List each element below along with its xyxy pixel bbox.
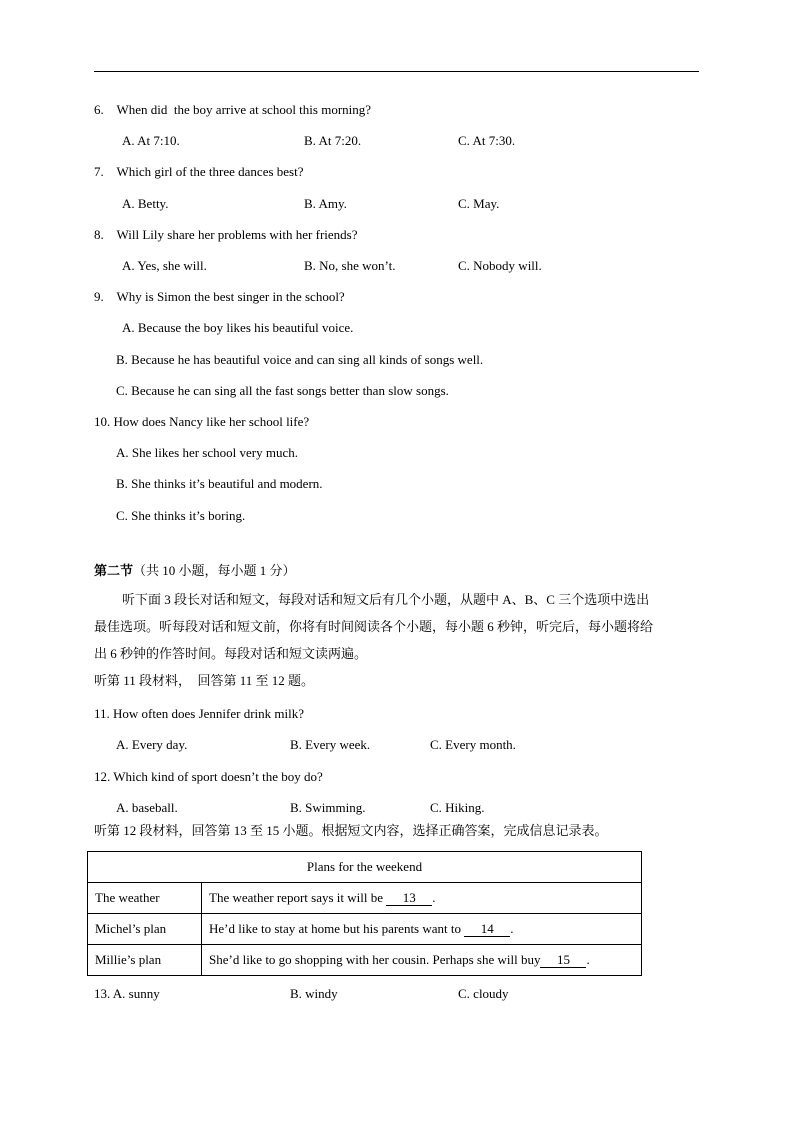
row-end: . [586,952,590,967]
question-11-stem: 11. How often does Jennifer drink milk? [94,706,304,721]
instructions-line-1: 听下面 3 段长对话和短文，每段对话和短文后有几个小题，从题中 A、B、C 三个选项中选出 [122,592,650,607]
material-12-note: 听第 12 段材料，回答第 13 至 15 小题。根据短文内容，选择正确答案，完成信息记录表。 [94,823,608,838]
q10-option-c[interactable]: C. She thinks it’s boring. [116,508,246,523]
blank-14[interactable]: 14 [464,922,510,937]
question-8-stem: 8. Will Lily share her problems with her friends? [94,227,358,242]
table-row [88,914,642,945]
q8-option-c[interactable]: C. Nobody will. [458,258,542,273]
instructions-line-2: 最佳选项。听每段对话和短文前，你将有时间阅读各个小题，每小题 6 秒钟，听完后，每小题将给 [94,619,654,634]
section-2-heading-bold: 第二节 [94,563,134,578]
question-7-stem: 7. Which girl of the three dances best? [94,164,304,179]
q12-option-a[interactable]: A. baseball. [116,800,178,815]
row-text: He’d like to stay at home but his parents want to [209,921,465,936]
row-label: Michel’s plan [88,914,202,945]
table-row [88,945,642,976]
table-row [88,852,642,883]
row-text: She’d like to go shopping with her cousin. Perhaps she will buy [209,952,541,967]
question-10-stem: 10. How does Nancy like her school life? [94,414,310,429]
header-rule [94,71,699,72]
plans-table [87,851,642,976]
q9-option-c[interactable]: C. Because he can sing all the fast songs better than slow songs. [116,383,449,398]
q13-option-b[interactable]: B. windy [290,986,338,1001]
row-end: . [510,921,514,936]
row-label: The weather [88,883,202,914]
q12-option-b[interactable]: B. Swimming. [290,800,366,815]
q7-option-c[interactable]: C. May. [458,196,500,211]
section-2-heading-rest: （共 10 小题，每小题 1 分） [133,563,296,578]
question-12-stem: 12. Which kind of sport doesn’t the boy do? [94,769,323,784]
q8-option-a[interactable]: A. Yes, she will. [122,258,207,273]
table-title: Plans for the weekend [88,852,642,883]
q8-option-b[interactable]: B. No, she won’t. [304,258,396,273]
row-content [202,945,642,976]
q6-option-c[interactable]: C. At 7:30. [458,133,516,148]
q13-option-c[interactable]: C. cloudy [458,986,509,1001]
row-text: The weather report says it will be [209,890,387,905]
table-row [88,883,642,914]
q7-option-a[interactable]: A. Betty. [122,196,169,211]
q10-option-a[interactable]: A. She likes her school very much. [116,445,298,460]
question-6-stem: 6. When did the boy arrive at school this morning? [94,102,372,117]
material-11-note: 听第 11 段材料， 回答第 11 至 12 题。 [94,673,315,688]
q10-option-b[interactable]: B. She thinks it’s beautiful and modern. [116,476,323,491]
q11-option-b[interactable]: B. Every week. [290,737,371,752]
section-2-heading [94,563,296,579]
q9-option-a[interactable]: A. Because the boy likes his beautiful voice. [122,320,354,335]
q7-option-b[interactable]: B. Amy. [304,196,347,211]
blank-13[interactable]: 13 [386,891,432,906]
q6-option-b[interactable]: B. At 7:20. [304,133,362,148]
blank-15[interactable]: 15 [540,953,586,968]
q6-option-a[interactable]: A. At 7:10. [122,133,180,148]
q11-option-c[interactable]: C. Every month. [430,737,516,752]
q9-option-b[interactable]: B. Because he has beautiful voice and can sing all kinds of songs well. [116,352,484,367]
row-content [202,914,642,945]
row-end: . [432,890,436,905]
instructions-line-3: 出 6 秒钟的作答时间。每段对话和短文读两遍。 [94,646,368,661]
question-9-stem: 9. Why is Simon the best singer in the school? [94,289,345,304]
row-content [202,883,642,914]
row-label: Millie’s plan [88,945,202,976]
q12-option-c[interactable]: C. Hiking. [430,800,485,815]
q11-option-a[interactable]: A. Every day. [116,737,188,752]
q13-option-a[interactable]: 13. A. sunny [94,986,160,1001]
